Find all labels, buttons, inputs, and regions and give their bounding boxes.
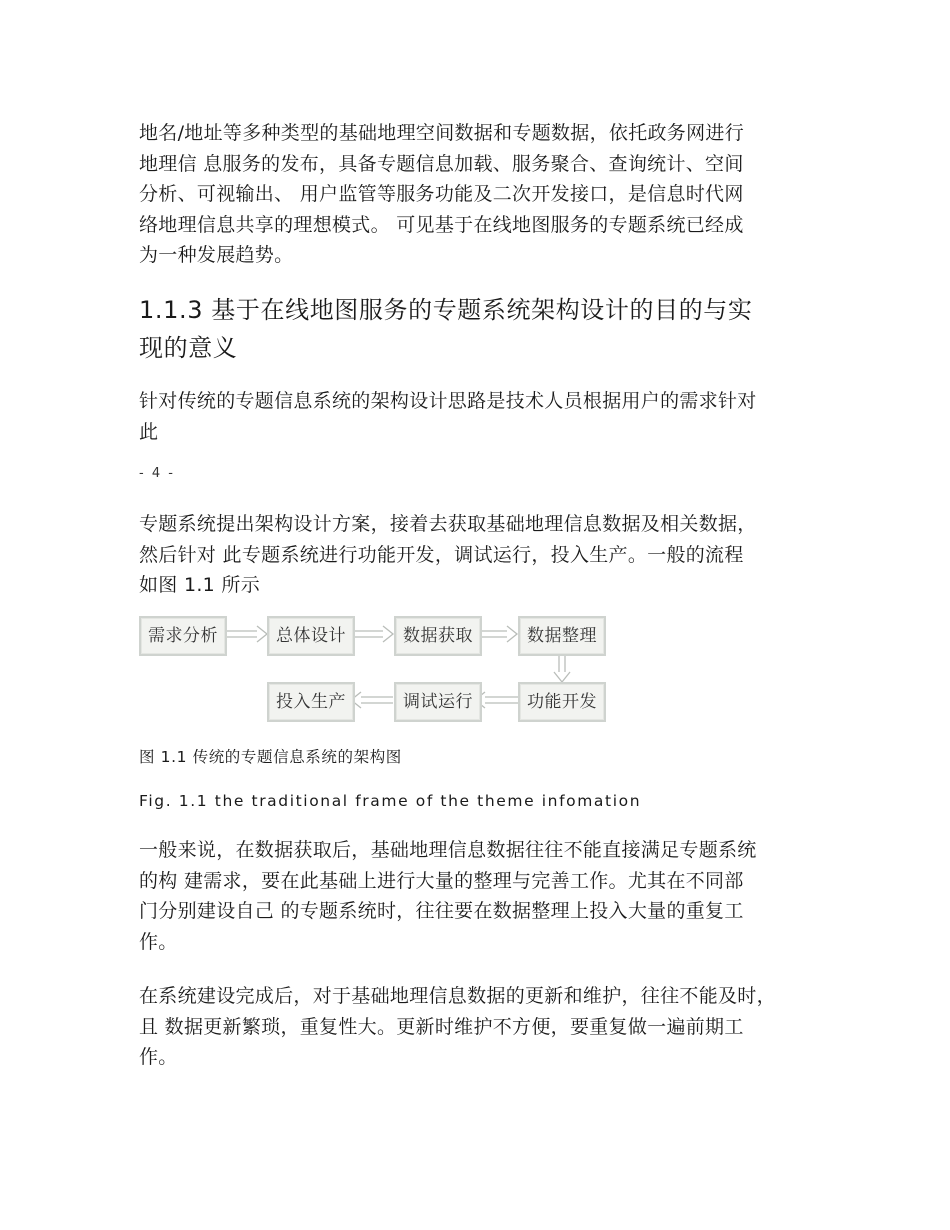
section-heading	[139, 291, 839, 367]
paragraph-intro	[139, 118, 829, 271]
text-line: 的构 建需求，要在此基础上进行大量的整理与完善工作。尤其在不同部	[139, 869, 744, 892]
text-line: 专题系统提出架构设计方案，接着去获取基础地理信息数据及相关数据，	[139, 513, 757, 535]
figure-caption-en: Fig. 1.1 the traditional frame of the theme infomation	[139, 792, 642, 810]
heading-line: 现的意义	[139, 334, 238, 362]
text-line: 地理信 息服务的发布，具备专题信息加载、服务聚合、查询统计、空间	[139, 152, 744, 175]
paragraph-maintenance	[139, 981, 829, 1073]
flow-step-function-development: 功能开发	[518, 682, 606, 722]
paragraph-process	[139, 509, 829, 601]
text-line: 作。	[139, 1046, 178, 1068]
figure-caption-cn: 图 1.1 传统的专题信息系统的架构图	[139, 748, 402, 766]
text-line: 针对传统的专题信息系统的架构设计思路是技术人员根据用户的需求针对	[139, 390, 757, 412]
text-line: 络地理信息共享的理想模式。 可见基于在线地图服务的专题系统已经成	[139, 213, 744, 236]
text-line: 且 数据更新繁琐，重复性大。更新时维护不方便，要重复做一遍前期工	[139, 1015, 744, 1038]
flow-step-requirements: 需求分析	[139, 616, 227, 656]
text-line: 作。	[139, 930, 178, 953]
text-line: 分析、可视输出、 用户监管等服务功能及二次开发接口，是信息时代网	[139, 183, 744, 205]
arrow-3-4	[480, 626, 517, 642]
arrow-2-3	[353, 626, 393, 642]
text-line: 为一种发展趋势。	[139, 244, 294, 266]
heading-line: 1.1.3 基于在线地图服务的专题系统架构设计的目的与实	[139, 296, 753, 324]
text-line: 地名/地址等多种类型的基础地理空间数据和专题数据，依托政务网进行	[139, 122, 745, 144]
text-line: 一般来说，在数据获取后，基础地理信息数据往往不能直接满足专题系统	[139, 839, 757, 861]
arrow-6-7	[351, 692, 393, 708]
text-line: 然后针对 此专题系统进行功能开发，调试运行，投入生产。一般的流程	[139, 543, 744, 566]
flow-step-production: 投入生产	[267, 682, 355, 722]
flow-step-debug-run: 调试运行	[394, 682, 482, 722]
text-line: 在系统建设完成后，对于基础地理信息数据的更新和维护，往往不能及时，	[139, 985, 776, 1007]
flow-diagram	[139, 612, 609, 722]
arrow-1-2	[227, 626, 267, 642]
page-number: - 4 -	[139, 466, 175, 481]
paragraph-design-approach	[139, 386, 829, 447]
arrow-4-5	[554, 654, 570, 682]
flow-step-data-acquisition: 数据获取	[394, 616, 482, 656]
text-line: 门分别建设自己 的专题系统时，往往要在数据整理上投入大量的重复工	[139, 900, 744, 922]
text-line: 此	[139, 420, 159, 443]
flow-step-overall-design: 总体设计	[267, 616, 355, 656]
paragraph-data-processing	[139, 835, 829, 957]
text-line: 如图 1.1 所示	[139, 574, 260, 596]
flow-step-data-processing: 数据整理	[518, 616, 606, 656]
